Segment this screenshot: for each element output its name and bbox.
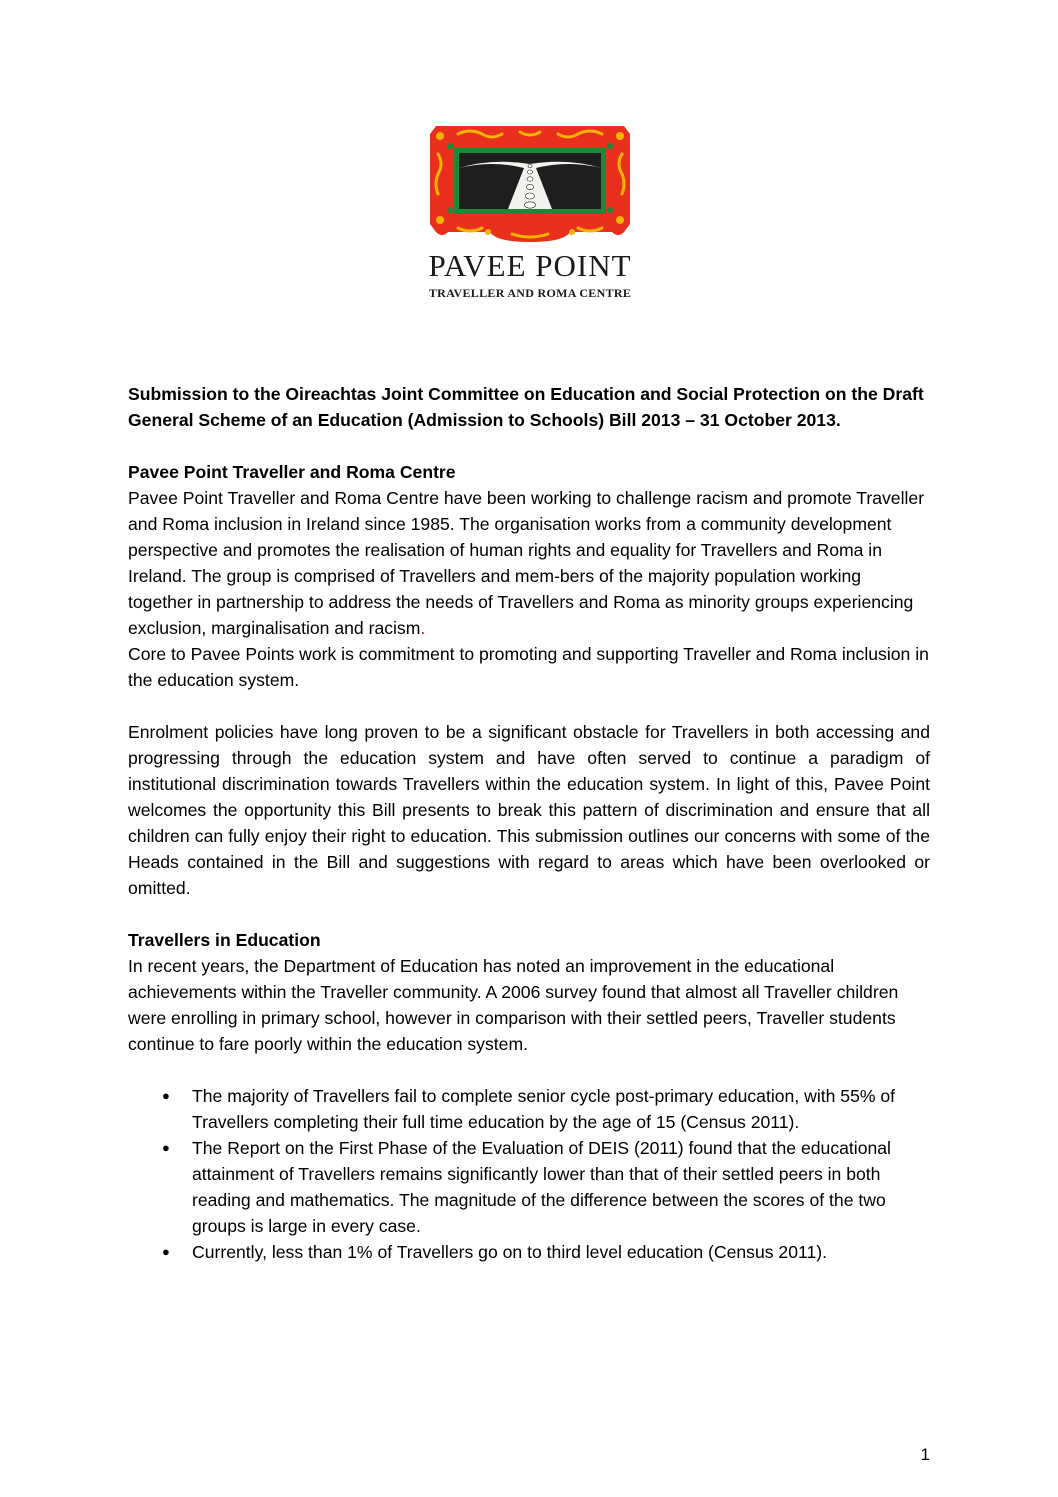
list-item-text: The majority of Travellers fail to complete senior cycle post-primary education, with 55% of Travellers completing their full time education by the age of 15 (Census 2011). <box>192 1086 896 1132</box>
list-item-text: Currently, less than 1% of Travellers go on to third level education (Census 2011). <box>192 1242 828 1262</box>
list-item-text: The Report on the First Phase of the Evaluation of DEIS (2011) found that the educational attainment of Travellers remains significantly lower than that of their settled peers in both reading and mathematics. The magnitude of the difference between the scores of the two groups is large in every case. <box>192 1138 891 1236</box>
list-item <box>128 1239 930 1265</box>
bullet-icon: ● <box>162 1244 170 1259</box>
paragraph-text: Pavee Point Traveller and Roma Centre have been working to challenge racism and promote Traveller and Roma inclusion in Ireland since 1985. The organisation works from a community development perspective and promotes the realisation of human rights and equality for Travellers and Roma in Ireland. The group is comprised of Travellers and mem-bers of the majority population working together in partnership to address the needs of Travellers and Roma as minority groups experiencing exclusion, marginalisation and racism <box>128 488 925 638</box>
section-paragraph-pavee-point <box>128 485 930 693</box>
logo-emblem-icon <box>428 124 632 244</box>
logo-name-text: PAVEE POINT <box>428 248 632 283</box>
list-item <box>128 1135 930 1239</box>
red-period-mark: . <box>420 618 426 638</box>
statistics-bullet-list <box>128 1083 930 1265</box>
document-title: Submission to the Oireachtas Joint Committee on Education and Social Protection on the Draft General Scheme of an Education (Admission to Schools) Bill 2013 – 31 October 2013. <box>128 384 924 430</box>
bullet-icon: ● <box>162 1088 170 1103</box>
section-heading-travellers-education: Travellers in Education <box>128 930 321 950</box>
logo-subtitle-text: TRAVELLER AND ROMA CENTRE <box>428 286 632 300</box>
pavee-point-logo <box>426 124 634 308</box>
bullet-icon: ● <box>162 1140 170 1155</box>
section-heading-pavee-point: Pavee Point Traveller and Roma Centre <box>128 462 456 482</box>
document-body <box>128 381 930 1265</box>
enrolment-paragraph: Enrolment policies have long proven to be a significant obstacle for Travellers in both accessing and progressing through the education system and have often served to continue a paradigm of institutional discrimination towards Travellers within the education system. In light of this, Pavee Point welcomes the opportunity this Bill presents to break this pattern of discrimination and ensure that all children can fully enjoy their right to education. This submission outlines our concerns with some of the Heads contained in the Bill and suggestions with regard to areas which have been overlooked or omitted. <box>128 722 930 898</box>
paragraph-text-continued: Core to Pavee Points work is commitment to promoting and supporting Traveller and Roma inclusion in the education system. <box>128 644 929 690</box>
list-item <box>128 1083 930 1135</box>
section-paragraph-travellers-education: In recent years, the Department of Education has noted an improvement in the educational achievements within the Traveller community. A 2006 survey found that almost all Traveller children were enrolling in primary school, however in comparison with their settled peers, Traveller students continue to fare poorly within the education system. <box>128 956 899 1054</box>
page-number: 1 <box>920 1445 930 1464</box>
